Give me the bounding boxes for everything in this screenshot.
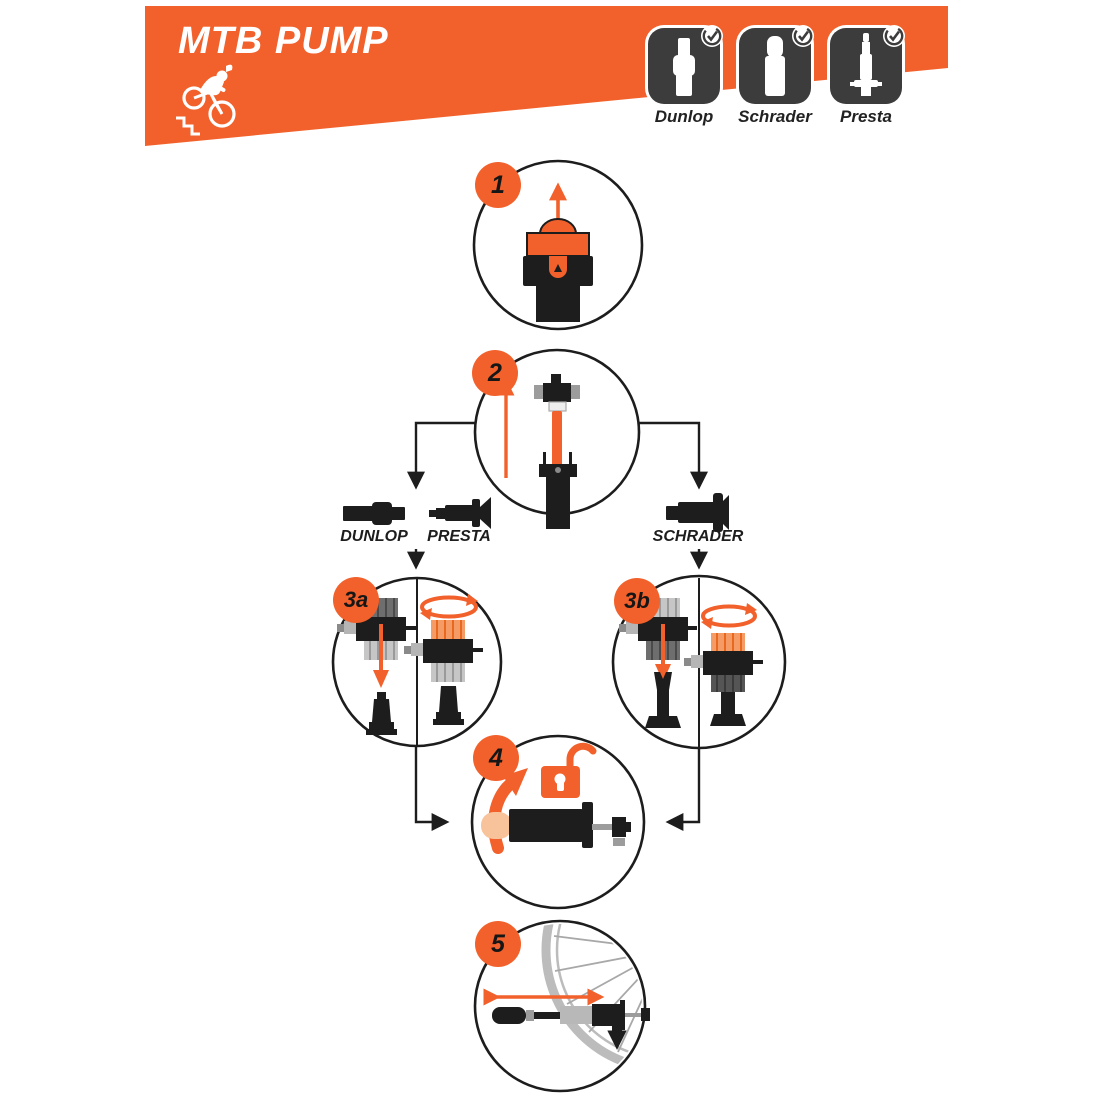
connector-2-to-dunlop-presta bbox=[416, 423, 476, 486]
legend-label-schrader: Schrader bbox=[738, 107, 812, 126]
step-badge-1: 1 bbox=[475, 162, 521, 208]
label-presta: PRESTA bbox=[427, 528, 491, 545]
connector-3b-to-4 bbox=[669, 748, 699, 822]
legend-label-presta: Presta bbox=[840, 107, 892, 126]
step-badge-3a: 3a bbox=[333, 577, 379, 623]
legend-label-dunlop: Dunlop bbox=[654, 107, 714, 126]
step-badge-4: 4 bbox=[473, 735, 519, 781]
step-badge-5: 5 bbox=[475, 921, 521, 967]
page-title: MTB PUMP bbox=[178, 20, 389, 62]
connector-2-to-schrader bbox=[639, 423, 699, 486]
label-dunlop: DUNLOP bbox=[340, 528, 408, 545]
presta-valve-silhouette bbox=[429, 497, 491, 529]
dunlop-valve-silhouette bbox=[343, 502, 405, 525]
label-schrader: SCHRADER bbox=[652, 528, 744, 545]
connector-3a-to-4 bbox=[416, 746, 446, 822]
step-badge-3b: 3b bbox=[614, 578, 660, 624]
step-badge-2: 2 bbox=[472, 350, 518, 396]
schrader-valve-silhouette bbox=[666, 493, 729, 532]
